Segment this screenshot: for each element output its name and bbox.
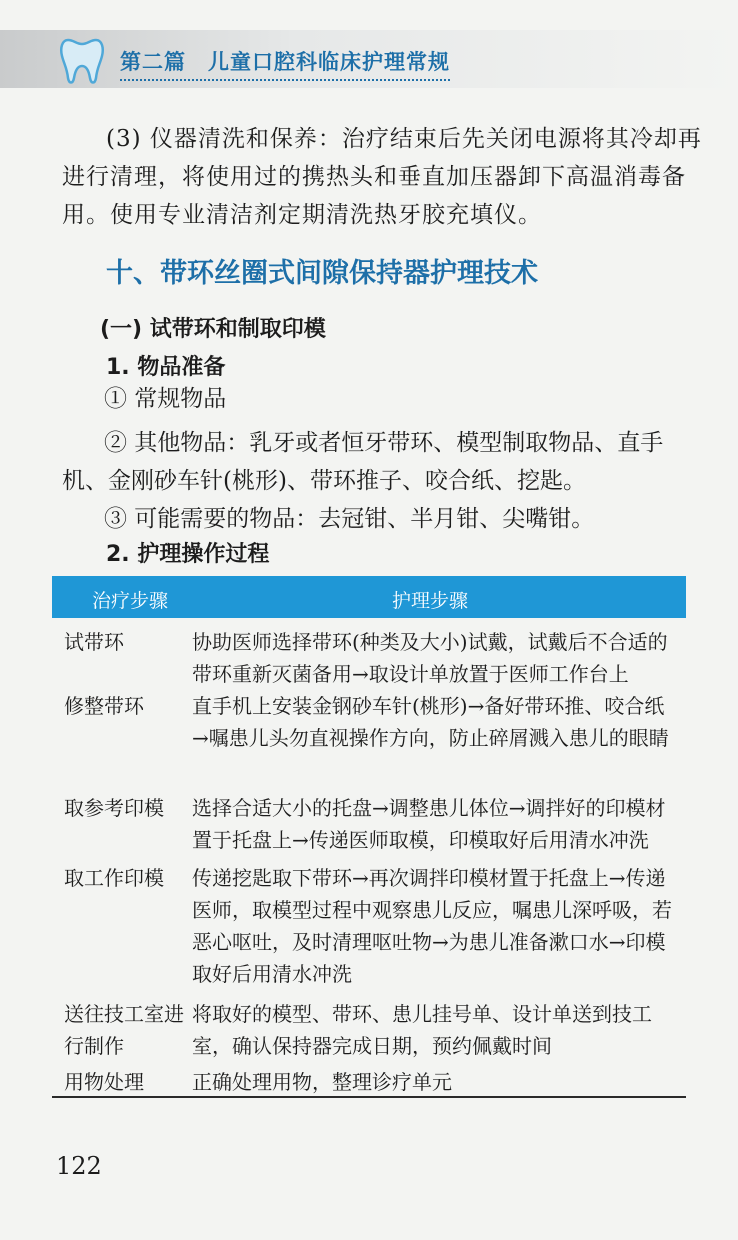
list-item-routine: ① 常规物品	[104, 386, 227, 412]
cell-step: 修整带环	[64, 694, 144, 718]
cell-care: 协助医师选择带环(种类及大小)试戴，试戴后不合适的带环重新灭菌备用→取设计单放置于医师工作台上	[192, 630, 668, 686]
header-title: 第二篇 儿童口腔科临床护理常规	[120, 46, 450, 81]
cell-step: 试带环	[64, 630, 124, 654]
cell-care: 直手机上安装金钢砂车针(桃形)→备好带环推、咬合纸→嘱患儿头勿直视操作方向，防止碎屑溅入患儿的眼睛	[192, 694, 669, 750]
subheading-procedure: 2. 护理操作过程	[106, 542, 270, 567]
column-header-care: 护理步骤	[392, 590, 469, 612]
table-header	[52, 576, 686, 618]
cell-care: 正确处理用物，整理诊疗单元	[192, 1070, 452, 1094]
cell-care: 传递挖匙取下带环→再次调拌印模材置于托盘上→传递医师，取模型过程中观察患儿反应，嘱患儿深呼吸，若恶心呕吐，及时清理呕吐物→为患儿准备漱口水→印模取好后用清水冲洗	[192, 866, 672, 986]
tooth-icon	[58, 34, 106, 86]
subheading-band-trial: (一) 试带环和制取印模	[100, 317, 326, 342]
cell-care: 将取好的模型、带环、患儿挂号单、设计单送到技工室，确认保持器完成日期，预约佩戴时间	[192, 1002, 652, 1058]
subheading-preparation: 1. 物品准备	[106, 355, 226, 380]
cell-step: 取参考印模	[64, 796, 164, 820]
cell-step: 送往技工室进行制作	[64, 1002, 184, 1058]
cell-care: 选择合适大小的托盘→调整患儿体位→调拌好的印模材置于托盘上→传递医师取模，印模取好后用清水冲洗	[192, 796, 666, 852]
cell-step: 用物处理	[64, 1070, 144, 1094]
page-number: 122	[56, 1152, 102, 1180]
cell-step: 取工作印模	[64, 866, 164, 890]
paragraph-instrument-care: (3) 仪器清洗和保养：治疗结束后先关闭电源将其冷却再进行清理，将使用过的携热头和垂直加压器卸下高温消毒备用。使用专业清洁剂定期清洗热牙胶充填仪。	[62, 126, 702, 228]
list-item-other: ② 其他物品：乳牙或者恒牙带环、模型制取物品、直手机、金刚砂车针(桃形)、带环推子、咬合纸、挖匙。	[62, 430, 664, 494]
section-heading: 十、带环丝圈式间隙保持器护理技术	[106, 258, 538, 289]
column-header-step: 治疗步骤	[92, 590, 169, 612]
list-item-optional: ③ 可能需要的物品：去冠钳、半月钳、尖嘴钳。	[104, 506, 595, 532]
table-bottom-rule	[52, 1096, 686, 1098]
